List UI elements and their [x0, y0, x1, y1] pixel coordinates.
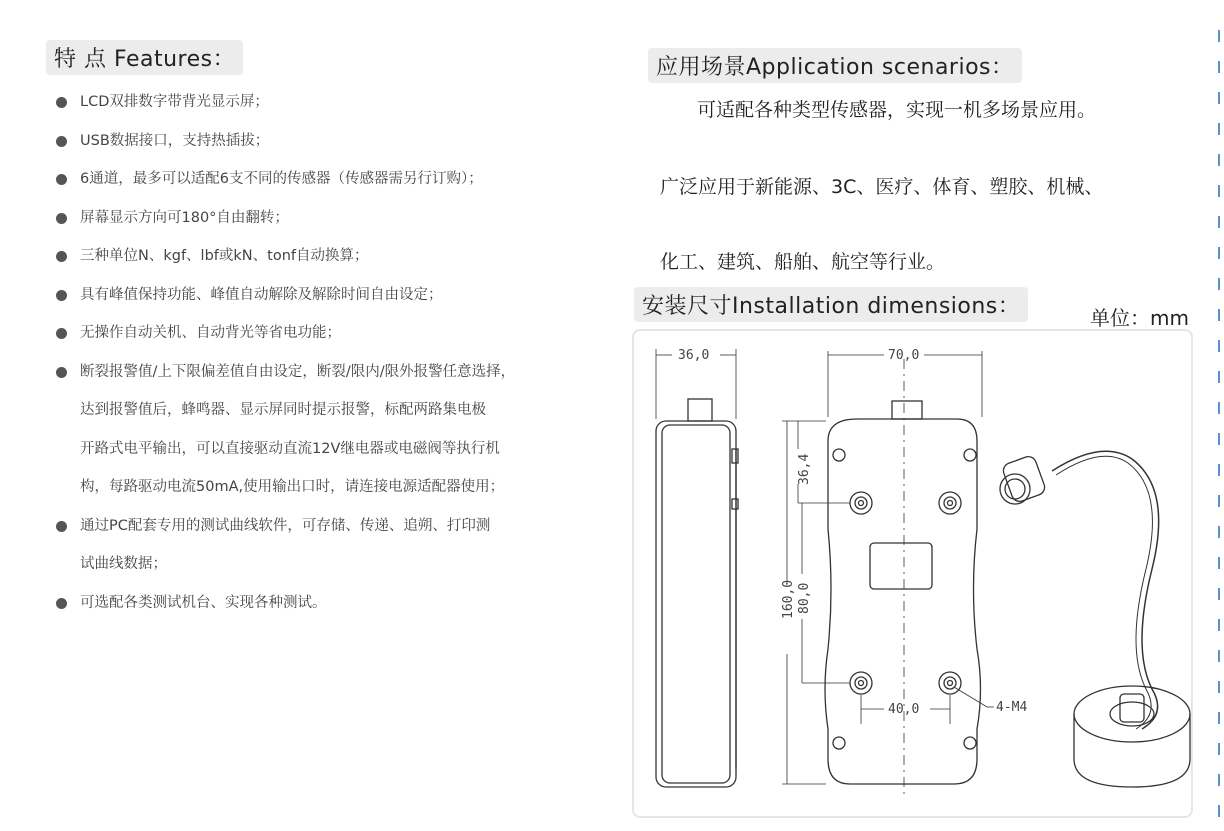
bullet-icon [56, 367, 67, 378]
edge-tick [1218, 61, 1220, 73]
bullet-icon [56, 598, 67, 609]
front-view-outline [825, 359, 981, 799]
feature-text: 无操作自动关机、自动背光等省电功能； [80, 325, 341, 341]
dim-total-height-label: 160,0 [781, 579, 796, 619]
edge-tick [1218, 588, 1220, 600]
edge-tick [1218, 433, 1220, 445]
features-heading: 特 点 Features： [46, 40, 243, 75]
feature-text: 断裂报警值/上下限偏差值自由设定，断裂/限内/限外报警任意选择， [80, 363, 516, 380]
feature-list [56, 92, 616, 631]
edge-tick [1218, 774, 1220, 786]
bullet-icon [56, 174, 67, 185]
feature-text: 屏幕显示方向可180°自由翻转； [80, 209, 289, 226]
edge-tick [1218, 557, 1220, 569]
feature-item [56, 92, 616, 112]
feature-text: 试曲线数据； [80, 556, 167, 572]
feature-text: 三种单位N、kgf、lbf或kN、tonf自动换算； [80, 248, 369, 264]
unit-label: 单位：mm [1090, 306, 1189, 330]
feature-text: 具有峰值保持功能、峰值自动解除及解除时间自由设定； [80, 286, 443, 303]
feature-text: USB数据接口，支持热插拔； [80, 132, 270, 149]
feature-text: LCD双排数字带背光显示屏； [80, 94, 269, 110]
dim-front-width-label: 70,0 [888, 348, 920, 363]
edge-tick [1218, 712, 1220, 724]
bullet-icon [56, 97, 67, 108]
feature-text: 可选配各类测试机台、实现各种测试。 [80, 594, 327, 611]
dim-side-width-label: 36,0 [678, 348, 710, 363]
feature-text: 通过PC配套专用的测试曲线软件，可存储、传递、追朔、打印测 [80, 517, 491, 534]
feature-text: 6通道，最多可以适配6支不同的传感器（传感器需另行订购）； [80, 171, 483, 187]
edge-tick [1218, 247, 1220, 259]
edge-tick [1218, 650, 1220, 662]
edge-tick [1218, 402, 1220, 414]
installation-heading: 安装尺寸Installation dimensions： [634, 287, 1028, 322]
application-heading: 应用场景Application scenarios： [648, 48, 1022, 83]
edge-tick [1218, 278, 1220, 290]
edge-tick [1218, 123, 1220, 135]
edge-tick [1218, 309, 1220, 321]
edge-tick [1218, 495, 1220, 507]
dim-top-offset-label: 36,4 [797, 453, 812, 485]
feature-item [56, 285, 616, 305]
dim-hole-vertical-label: 80,0 [797, 582, 812, 614]
feature-text: 构，每路驱动电流50mA,使用输出口时，请连接电源适配器使用； [80, 479, 505, 495]
edge-tick [1218, 681, 1220, 693]
feature-item [56, 208, 616, 228]
edge-tick [1218, 154, 1220, 166]
side-view-outline [656, 399, 738, 787]
edge-tick [1218, 340, 1220, 352]
feature-text: 达到报警值后，蜂鸣器、显示屏同时提示报警，标配两路集电极 [80, 402, 486, 418]
application-line-2: 广泛应用于新能源、3C、医疗、体育、塑胶、机械、 [660, 176, 1104, 198]
dim-hole-horizontal-label: 40,0 [888, 702, 920, 717]
edge-tick [1218, 464, 1220, 476]
application-line-1: 可适配各种类型传感器，实现一机多场景应用。 [697, 99, 1097, 121]
bullet-icon [56, 521, 67, 532]
front-dimension-lines [782, 351, 994, 784]
edge-tick [1218, 526, 1220, 538]
edge-tick [1218, 743, 1220, 755]
edge-tick [1218, 92, 1220, 104]
edge-tick [1218, 371, 1220, 383]
feature-item [56, 323, 616, 343]
application-line-3: 化工、建筑、船舶、航空等行业。 [660, 251, 946, 273]
dimension-drawing [632, 329, 1193, 818]
bullet-icon [56, 213, 67, 224]
edge-tick [1218, 185, 1220, 197]
bullet-icon [56, 136, 67, 147]
feature-item [56, 516, 616, 575]
edge-tick [1218, 619, 1220, 631]
sensor-cable [1000, 451, 1190, 787]
edge-tick [1218, 216, 1220, 228]
feature-item [56, 593, 616, 613]
feature-item [56, 131, 616, 151]
edge-tick [1218, 30, 1220, 42]
bullet-icon [56, 328, 67, 339]
edge-tick [1218, 805, 1220, 817]
edge-tick-marks [1218, 30, 1224, 830]
feature-item [56, 246, 616, 266]
bullet-icon [56, 290, 67, 301]
screw-label: 4-M4 [996, 700, 1028, 715]
feature-item [56, 362, 616, 498]
bullet-icon [56, 251, 67, 262]
feature-text: 开路式电平输出，可以直接驱动直流12V继电器或电磁阀等执行机 [80, 440, 500, 457]
feature-item [56, 169, 616, 189]
